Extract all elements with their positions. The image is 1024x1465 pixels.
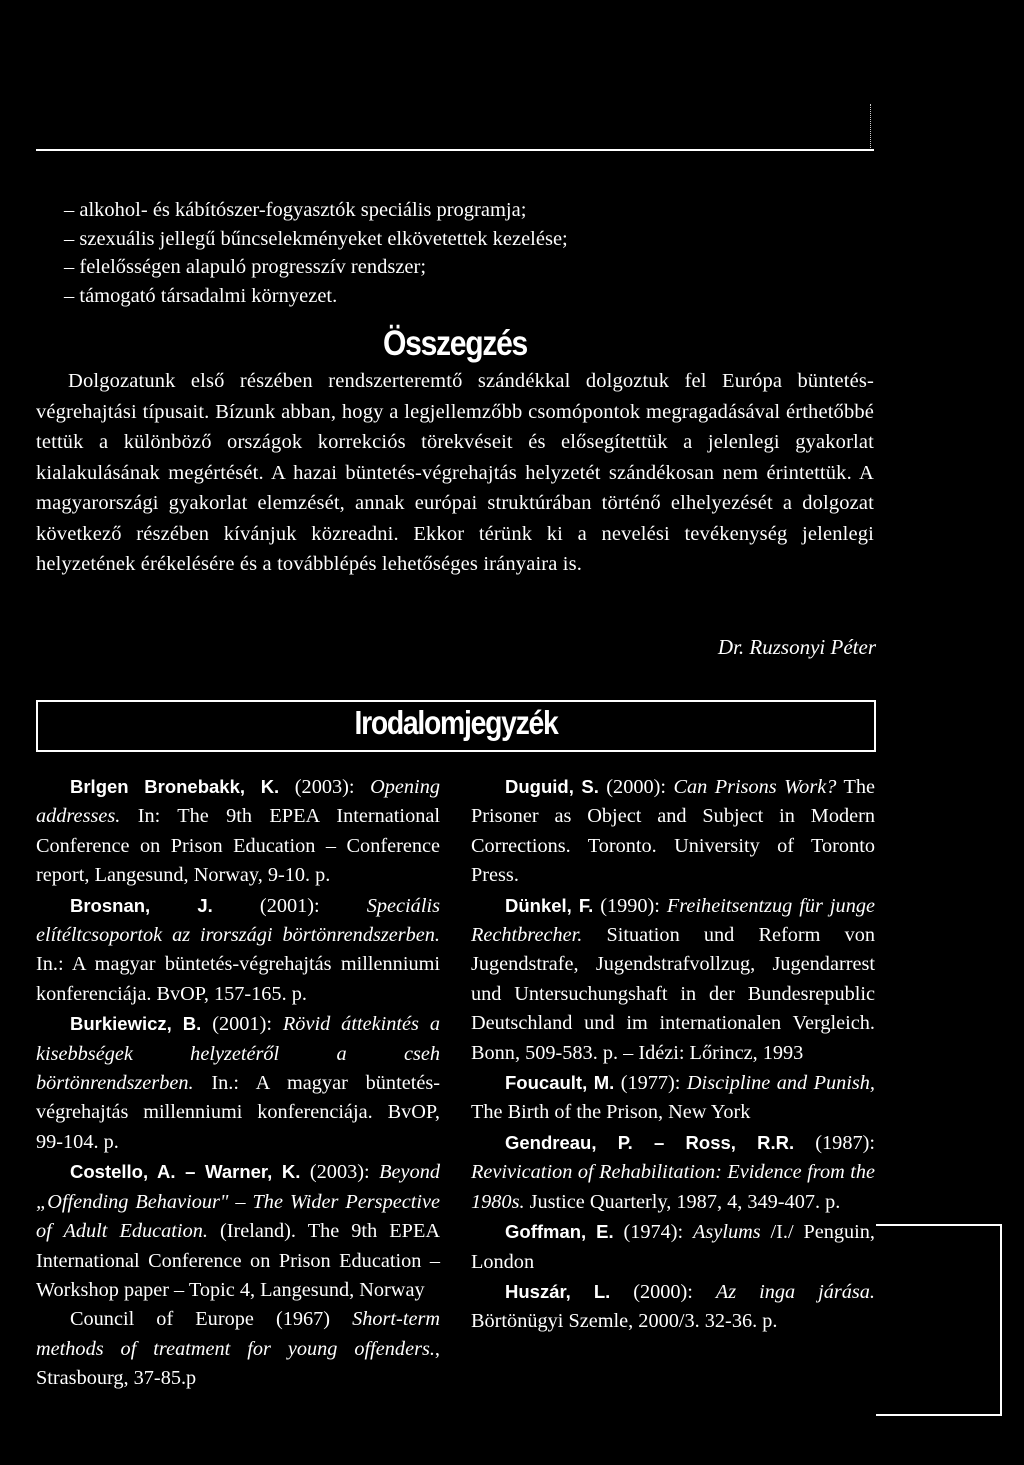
reference-title: Can Prisons Work? bbox=[673, 776, 837, 798]
reference-author: Brosnan, J. bbox=[70, 894, 213, 916]
author-signature: Dr. Ruzsonyi Péter bbox=[717, 635, 876, 659]
reference-details: In.: A magyar büntetés-végrehajtás millenniumi konferenciája. BvOP, 99-104. p. bbox=[36, 1072, 440, 1153]
reference-entry bbox=[471, 1217, 875, 1277]
reference-year: (2003): bbox=[300, 1161, 380, 1184]
reference-entry bbox=[471, 1277, 875, 1337]
reference-year: (2003): bbox=[279, 776, 371, 798]
bullet-list bbox=[64, 196, 884, 310]
reference-author: Burkiewicz, B. bbox=[70, 1013, 202, 1035]
reference-entry bbox=[471, 772, 875, 891]
reference-author: Dünkel, F. bbox=[505, 894, 594, 916]
reference-entry bbox=[36, 1009, 440, 1157]
reference-entry bbox=[36, 772, 440, 891]
reference-year: (1977): bbox=[614, 1072, 687, 1095]
reference-year: (2001): bbox=[212, 894, 367, 917]
reference-details: The Birth of the Prison, New York bbox=[471, 1101, 751, 1124]
reference-title: Beyond „Offending Behaviour" – The Wider Perspective of Adult Education. bbox=[36, 1161, 440, 1243]
reference-entry bbox=[36, 1305, 440, 1393]
references-heading: Irodalomjegyzék bbox=[354, 704, 558, 741]
reference-year: Council of Europe (1967) bbox=[70, 1308, 353, 1331]
reference-details: , Strasbourg, 37-85.p bbox=[36, 1337, 440, 1390]
reference-author: Goffman, E. bbox=[505, 1221, 614, 1243]
reference-author: Gendreau, P. – Ross, R.R. bbox=[505, 1131, 795, 1153]
reference-year: (2000): bbox=[598, 776, 674, 798]
reference-details: Situation und Reform von Jugendstrafe, Jugendstrafvollzug, Jugendarrest und Untersuchungshaft in der Bundesrepublic Deutschland und im internationalen Vergleich. Bonn, 509-583. p. – Idézi: Lőrincz, 1993 bbox=[471, 924, 875, 1064]
reference-title: Opening addresses. bbox=[36, 776, 440, 828]
top-rule bbox=[36, 149, 874, 151]
bullet-item: – felelősségen alapuló progresszív rendszer; bbox=[64, 256, 427, 278]
reference-year: (1987): bbox=[794, 1131, 875, 1154]
reference-entry bbox=[36, 1157, 440, 1305]
reference-year: (1974): bbox=[613, 1221, 694, 1244]
reference-title: Freiheitsentzug für junge Rechtbrecher. bbox=[471, 894, 875, 947]
summary-heading: Összegzés bbox=[383, 324, 527, 363]
reference-title: Short-term methods of treatment for young offenders. bbox=[36, 1308, 440, 1360]
reference-author: Duguid, S. bbox=[505, 776, 599, 797]
reference-title: Az inga járása. bbox=[715, 1280, 875, 1303]
reference-author: Brlgen Bronebakk, K. bbox=[70, 776, 280, 797]
reference-details: /I./ Penguin, London bbox=[471, 1221, 875, 1273]
references-left-column bbox=[36, 772, 440, 1394]
references-right-column bbox=[471, 772, 875, 1337]
reference-author: Huszár, L. bbox=[505, 1280, 611, 1302]
references-heading-box bbox=[36, 700, 876, 752]
reference-year: (2001): bbox=[201, 1013, 283, 1036]
reference-details: Börtönügyi Szemle, 2000/3. 32-36. p. bbox=[471, 1310, 778, 1333]
reference-year: (2000): bbox=[610, 1280, 716, 1303]
reference-author: Costello, A. – Warner, K. bbox=[70, 1161, 301, 1183]
bullet-item: – támogató társadalmi környezet. bbox=[64, 284, 338, 307]
reference-details: In: The 9th EPEA International Conference on Prison Education – Conference report, Langesund, Norway, 9-10. p. bbox=[36, 805, 440, 887]
reference-title: Rövid áttekintés a kisebbségek helyzetéről a cseh börtönrendszerben. bbox=[36, 1013, 440, 1095]
reference-title: Speciális elítéltcsoportok az irországi börtönrendszerben. bbox=[36, 894, 440, 947]
reference-entry bbox=[471, 1068, 875, 1128]
reference-details: (Ireland). The 9th EPEA International Conference on Prison Education – Workshop paper – Topic 4, Langesund, Norway bbox=[36, 1220, 440, 1301]
reference-title: Revivication of Rehabilitation: Evidence from the 1980s. bbox=[471, 1161, 875, 1213]
bullet-item: – alkohol- és kábítószer-fogyasztók speciális programja; bbox=[64, 199, 527, 221]
reference-details: The Prisoner as Object and Subject in Modern Corrections. Toronto. University of Toronto Press. bbox=[471, 776, 875, 887]
reference-details: In.: A magyar büntetés-végrehajtás millenniumi konferenciája. BvOP, 157-165. p. bbox=[36, 953, 440, 1005]
reference-title: Discipline and Punish, bbox=[686, 1072, 875, 1095]
reference-entry bbox=[471, 891, 875, 1068]
reference-details: Justice Quarterly, 1987, 4, 349-407. p. bbox=[524, 1190, 841, 1213]
summary-paragraph: Dolgozatunk első részében rendszerteremtő szándékkal dolgoztuk fel Európa büntetés-végrehajtási típusait. Bízunk abban, hogy a legjellemzőbb csomópontok megragadásával érthetőbbé tettük a különböző országok korrekciós törekvéseit és elősegítettük a jelenlegi gyakorlat kialakulásának megértését. A hazai büntetés-végrehajtás helyzetét szándékosan nem érintettük. A magyarországi gyakorlat elemzését, annak európai struktúrában történő elhelyezését a dolgozat következő részében kívánjuk közreadni. Ekkor térünk ki a nevelési tevékenység jelenlegi helyzetének érékelésére és a továbblépés lehetőséges irányaira is. bbox=[36, 370, 874, 575]
reference-entry bbox=[36, 891, 440, 1010]
margin-frame bbox=[876, 1224, 1002, 1416]
reference-author: Foucault, M. bbox=[505, 1072, 615, 1094]
corner-mark bbox=[870, 104, 872, 150]
reference-entry bbox=[471, 1128, 875, 1217]
bullet-item: – szexuális jellegű bűncselekményeket elkövetettek kezelése; bbox=[64, 227, 568, 250]
reference-title: Asylums bbox=[693, 1221, 761, 1244]
reference-year: (1990): bbox=[593, 894, 667, 917]
